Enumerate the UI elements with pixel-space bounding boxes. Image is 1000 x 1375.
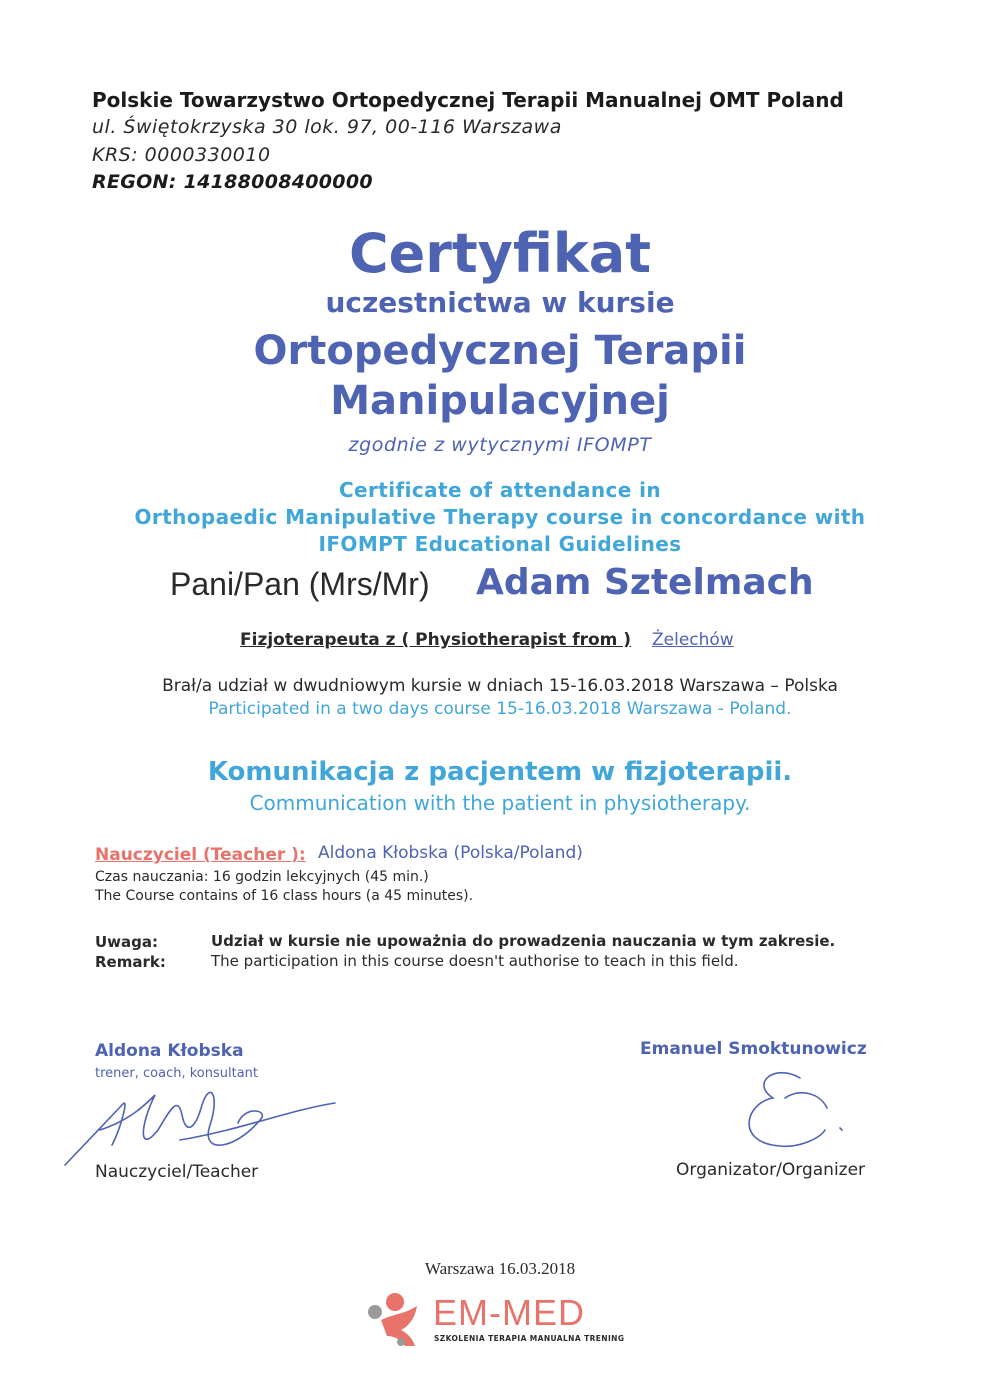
- em-med-logo-text: EM-MED: [433, 1292, 585, 1333]
- em-med-logo-tagline: SZKOLENIA TERAPIA MANUALNA TRENING: [434, 1334, 625, 1343]
- teacher-signature-name: Aldona Kłobska: [95, 1041, 244, 1061]
- organization-regon: REGON: 14188008400000: [92, 171, 373, 193]
- remark-text-english: The participation in this course doesn't authorise to teach in this field.: [211, 952, 739, 970]
- organization-address: ul. Świętokrzyska 30 lok. 97, 00-116 Warszawa: [92, 116, 562, 138]
- remark-text-polish: Udział w kursie nie upoważnia do prowadzenia nauczania w tym zakresie.: [211, 932, 836, 950]
- participation-polish: Brał/a udział w dwudniowym kursie w dniach 15-16.03.2018 Warszawa – Polska: [162, 676, 838, 696]
- em-med-logo-figure-icon: [365, 1288, 435, 1348]
- organizer-signature-scribble: [725, 1058, 865, 1158]
- remark-label-english: Remark:: [95, 953, 166, 971]
- certificate-subtitle-line1: uczestnictwa w kursie: [325, 286, 675, 319]
- teacher-signature-role: Nauczyciel/Teacher: [95, 1162, 259, 1182]
- course-hours-polish: Czas nauczania: 16 godzin lekcyjnych (45 min.): [95, 869, 429, 885]
- certificate-english-line2: Orthopaedic Manipulative Therapy course in concordance with: [134, 505, 866, 529]
- recipient-name: Adam Sztelmach: [476, 562, 814, 603]
- course-name-english: Communication with the patient in physiotherapy.: [249, 791, 751, 815]
- teacher-value: Aldona Kłobska (Polska/Poland): [318, 843, 583, 863]
- place-and-date: Warszawa 16.03.2018: [424, 1259, 576, 1278]
- certificate-english-line3: IFOMPT Educational Guidelines: [318, 532, 682, 556]
- organizer-signature-role: Organizator/Organizer: [676, 1160, 866, 1180]
- teacher-label: Nauczyciel (Teacher ):: [95, 845, 306, 865]
- teacher-signature-scribble: [60, 1075, 340, 1170]
- certificate-subtitle-line3: Manipulacyjnej: [330, 378, 670, 424]
- certificate-subtitle-line2: Ortopedycznej Terapii: [253, 328, 747, 374]
- organization-name: Polskie Towarzystwo Ortopedycznej Terapii Manualnej OMT Poland: [92, 88, 844, 112]
- guidelines-polish: zgodnie z wytycznymi IFOMPT: [348, 434, 652, 456]
- recipient-prefix: Pani/Pan (Mrs/Mr): [170, 566, 430, 602]
- course-name-polish: Komunikacja z pacjentem w fizjoterapii.: [207, 757, 793, 787]
- certificate-title: Certyfikat: [348, 222, 652, 285]
- certificate-english-line1: Certificate of attendance in: [338, 478, 662, 502]
- teacher-signature-title: trener, coach, konsultant: [95, 1066, 259, 1081]
- organizer-signature-name: Emanuel Smoktunowicz: [640, 1039, 867, 1059]
- recipient-profession: Fizjoterapeuta z ( Physiotherapist from ): [240, 630, 632, 650]
- remark-label-polish: Uwaga:: [95, 933, 159, 951]
- course-hours-english: The Course contains of 16 class hours (a 45 minutes).: [95, 888, 474, 904]
- organization-krs: KRS: 0000330010: [92, 144, 271, 166]
- participation-english: Participated in a two days course 15-16.03.2018 Warszawa - Poland.: [208, 699, 792, 719]
- recipient-city: Żelechów: [652, 630, 734, 650]
